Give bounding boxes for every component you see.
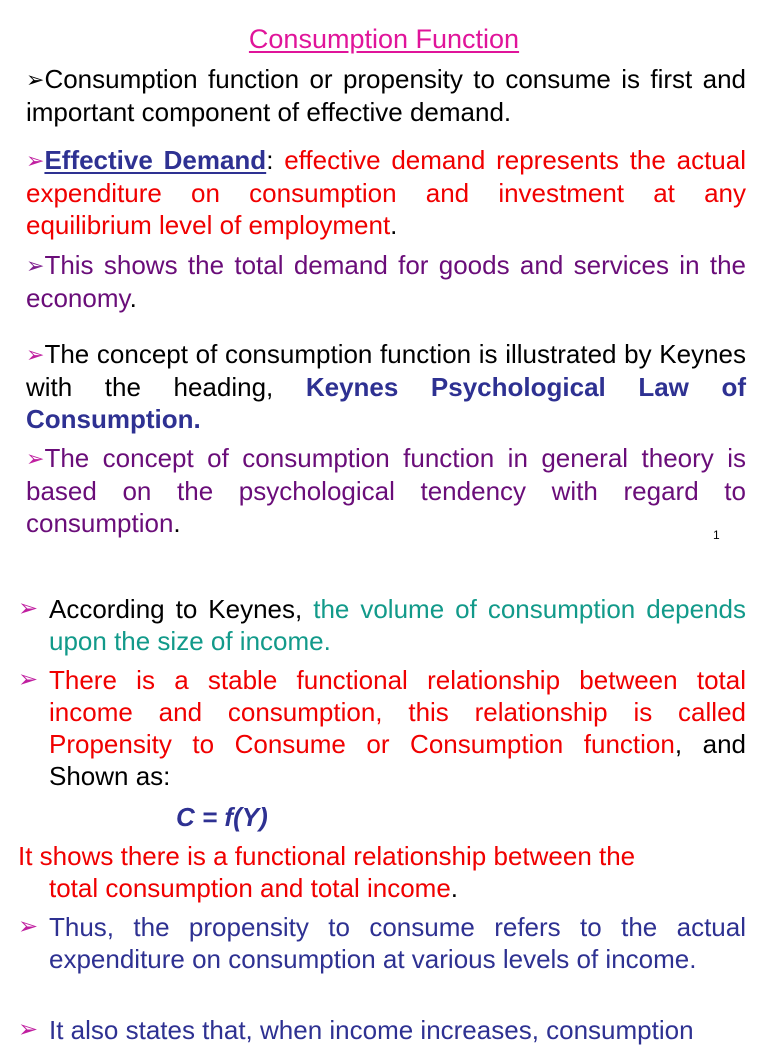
paragraph-text: The concept of consumption function is illustrated by Keynes with the heading, <box>26 339 746 402</box>
keynes-law-heading: Keynes Psychological Law of Consumption. <box>26 372 746 434</box>
colon: : <box>266 145 274 175</box>
effective-demand-definition: effective demand represents the actual expenditure on consumption and investment at any equilibrium level of employment <box>26 145 747 240</box>
arrow-bullet-icon: ➢ <box>18 595 39 622</box>
bullet-propensity-definition <box>18 911 746 975</box>
slide-title: Consumption Function <box>248 24 520 54</box>
period: . <box>390 210 398 240</box>
functional-relationship-note: It shows there is a functional relationship between the total consumption and total income. <box>18 841 636 903</box>
arrow-bullet-icon: ➢ <box>26 148 45 173</box>
bullet-text: It also states that, when income increases, consumption <box>49 1015 694 1045</box>
arrow-bullet-icon: ➢ <box>26 342 45 367</box>
bullet-text: According to Keynes, the volume of consumption depends upon the size of income. <box>49 594 746 656</box>
effective-demand-heading: Effective Demand <box>44 145 267 175</box>
consumption-formula: C = f(Y) <box>176 802 268 832</box>
highlighted-text: the volume of consumption depends upon the size of income. <box>49 594 746 656</box>
bullet-income-increases <box>18 1014 746 1046</box>
paragraph-text: The concept of consumption function in general theory is based on the psychological tendency with regard to consumption <box>26 443 746 538</box>
arrow-bullet-icon: ➢ <box>26 253 45 278</box>
period: . <box>173 508 181 538</box>
paragraph-total-demand <box>26 249 746 314</box>
arrow-bullet-icon: ➢ <box>26 446 45 471</box>
bullet-text: Thus, the propensity to consume refers to the actual expenditure on consumption at various levels of income. <box>49 912 746 974</box>
paragraph-text: This shows the total demand for goods and services in the economy <box>26 250 746 313</box>
arrow-bullet-icon: ➢ <box>18 1016 39 1043</box>
paragraph-general-theory <box>26 442 746 539</box>
arrow-bullet-icon: ➢ <box>18 666 39 693</box>
bullet-keynes-volume <box>18 593 746 657</box>
paragraph-effective-demand <box>26 144 746 241</box>
period: . <box>129 283 137 313</box>
arrow-bullet-icon: ➢ <box>18 913 39 940</box>
bullet-text: There is a stable functional relationship between total income and consumption, this relationship is called Propensity to Consume or Consumption function, and Shown as: <box>49 665 746 791</box>
paragraph-consumption-function <box>26 63 746 128</box>
page-number: 1 <box>713 528 720 542</box>
highlighted-text: There is a stable functional relationship between total income and consumption, this relationship is called Propensity to Consume or Consumption function <box>49 665 746 759</box>
paragraph-text: Consumption function or propensity to consume is first and important component of effective demand. <box>26 64 746 127</box>
bullet-stable-relationship <box>18 664 746 792</box>
slide-2 <box>0 568 768 1045</box>
arrow-bullet-icon: ➢ <box>26 67 45 92</box>
paragraph-keynes-law <box>26 338 746 435</box>
